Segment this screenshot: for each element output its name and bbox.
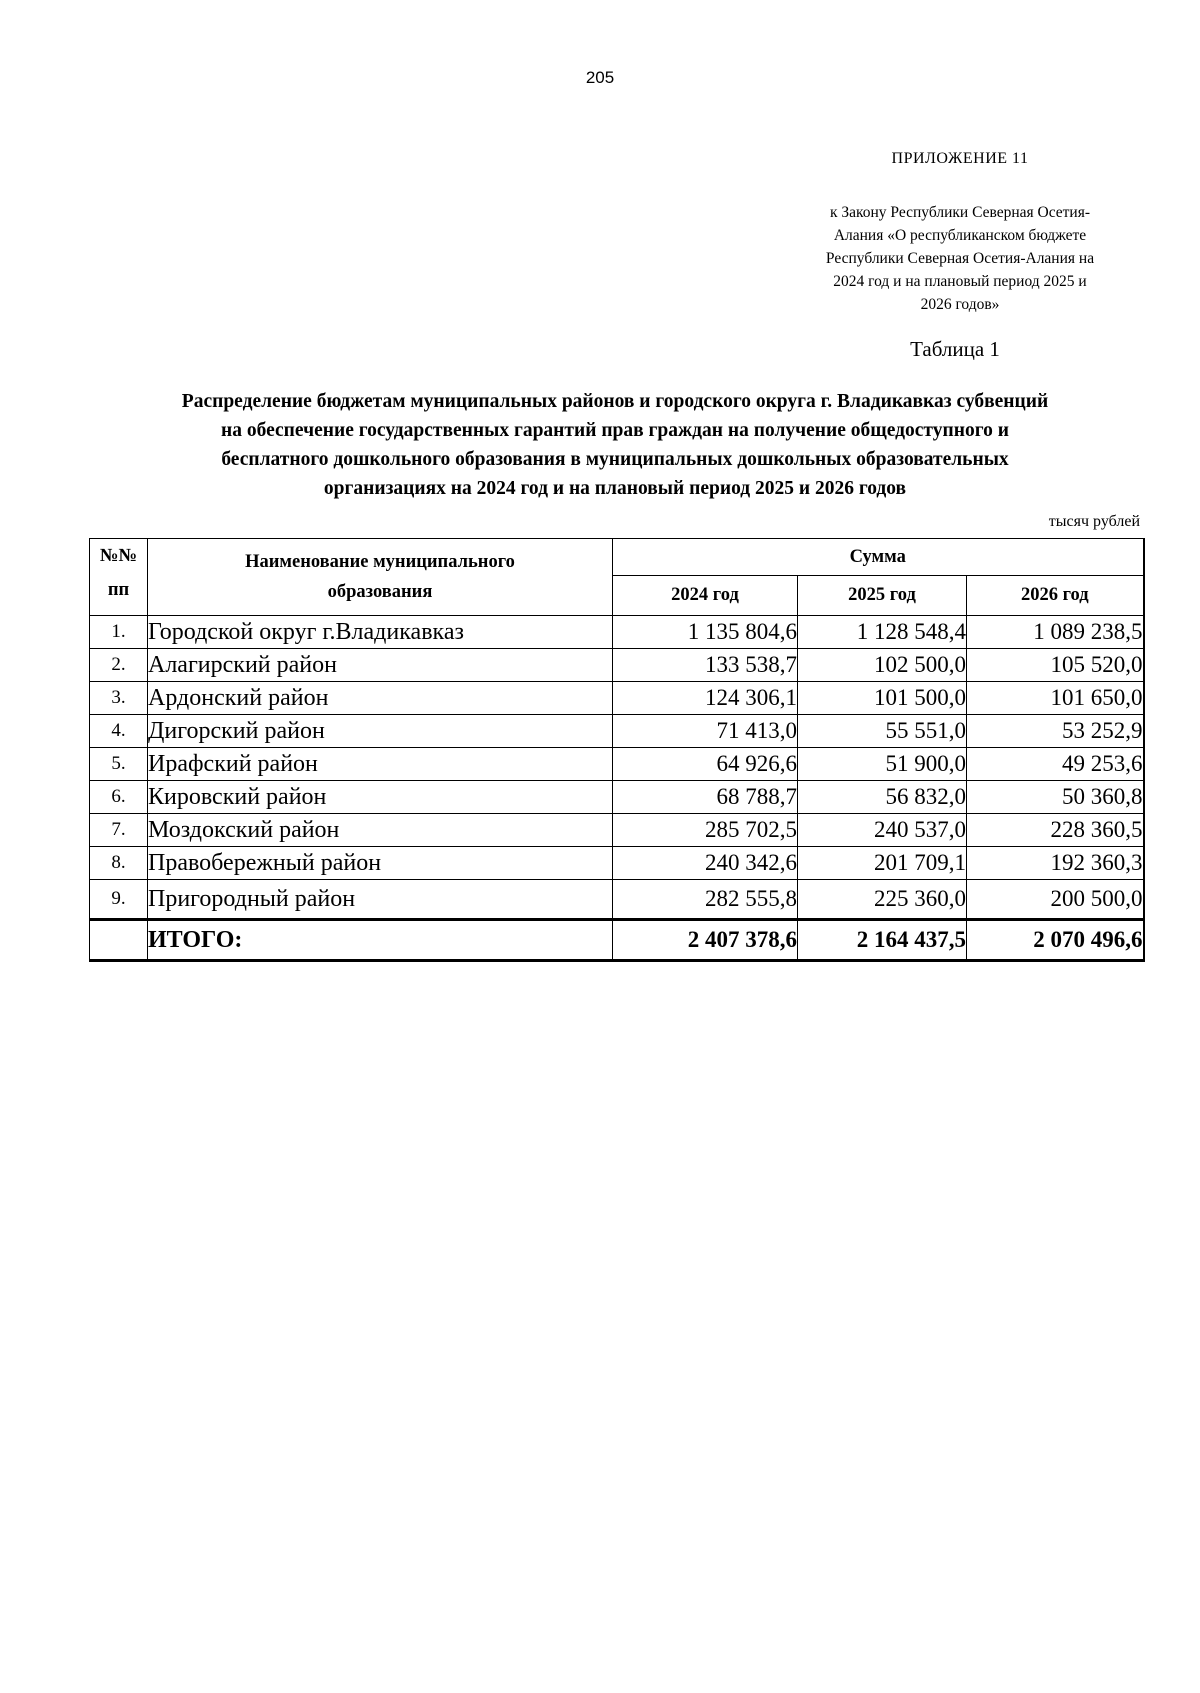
document-title xyxy=(80,387,1150,503)
table-number: Таблица 1 xyxy=(910,337,1000,361)
header-year-2024: 2024 год xyxy=(613,576,798,616)
value-2025: 101 500,0 xyxy=(798,682,967,715)
value-2026: 49 253,6 xyxy=(967,748,1144,781)
law-reference-line: 2024 год и на плановый период 2025 и xyxy=(833,273,1087,290)
header-sum: Сумма xyxy=(613,539,1144,576)
law-reference xyxy=(790,201,1130,316)
total-number-cell xyxy=(90,920,148,961)
law-reference-line: Алания «О республиканском бюджете xyxy=(833,227,1087,244)
value-2026: 50 360,8 xyxy=(967,781,1144,814)
table-row xyxy=(90,649,1144,682)
title-line: на обеспечение государственных гарантий прав граждан на получение общедоступного и xyxy=(221,420,1009,441)
row-number: 1. xyxy=(90,616,148,649)
value-2025: 51 900,0 xyxy=(798,748,967,781)
appendix-label: ПРИЛОЖЕНИЕ 11 xyxy=(891,150,1029,167)
municipality-name: Ирафский район xyxy=(148,748,613,781)
header-year-2025: 2025 год xyxy=(798,576,967,616)
value-2026: 101 650,0 xyxy=(967,682,1144,715)
value-2026: 228 360,5 xyxy=(967,814,1144,847)
row-number: 6. xyxy=(90,781,148,814)
value-2025: 102 500,0 xyxy=(798,649,967,682)
row-number: 4. xyxy=(90,715,148,748)
municipality-name: Пригородный район xyxy=(148,880,613,920)
title-line: бесплатного дошкольного образования в муниципальных дошкольных образовательных xyxy=(221,449,1009,470)
value-2025: 56 832,0 xyxy=(798,781,967,814)
total-label: ИТОГО: xyxy=(148,920,613,961)
table-row xyxy=(90,682,1144,715)
value-2026: 1 089 238,5 xyxy=(967,616,1144,649)
page-number: 205 xyxy=(585,68,615,87)
row-number: 5. xyxy=(90,748,148,781)
municipality-name: Ардонский район xyxy=(148,682,613,715)
header-number xyxy=(90,539,148,616)
value-2024: 240 342,6 xyxy=(613,847,798,880)
row-number: 9. xyxy=(90,880,148,920)
value-2025: 225 360,0 xyxy=(798,880,967,920)
row-number: 2. xyxy=(90,649,148,682)
table-row xyxy=(90,847,1144,880)
header-municipality-line2: образования xyxy=(327,582,433,602)
value-2024: 68 788,7 xyxy=(613,781,798,814)
value-2024: 133 538,7 xyxy=(613,649,798,682)
municipality-name: Дигорский район xyxy=(148,715,613,748)
law-reference-line: Республики Северная Осетия-Алания на xyxy=(825,250,1095,267)
header-municipality-line1: Наименование муниципального xyxy=(245,552,515,572)
table-row xyxy=(90,616,1144,649)
law-reference-line: к Закону Республики Северная Осетия- xyxy=(829,204,1091,221)
value-2024: 124 306,1 xyxy=(613,682,798,715)
header-municipality xyxy=(148,539,613,616)
municipality-name: Городской округ г.Владикавказ xyxy=(148,616,613,649)
value-2026: 192 360,3 xyxy=(967,847,1144,880)
header-number-line2: пп xyxy=(107,580,130,600)
header-number-line1: №№ xyxy=(99,546,138,566)
title-line: Распределение бюджетам муниципальных районов и городского округа г. Владикавказ субвенций xyxy=(181,391,1049,412)
table-row xyxy=(90,748,1144,781)
row-number: 8. xyxy=(90,847,148,880)
municipality-name: Кировский район xyxy=(148,781,613,814)
total-2025: 2 164 437,5 xyxy=(798,920,967,961)
total-2026: 2 070 496,6 xyxy=(967,920,1144,961)
value-2024: 282 555,8 xyxy=(613,880,798,920)
units-label: тысяч рублей xyxy=(1048,513,1140,530)
table-row xyxy=(90,781,1144,814)
municipality-name: Моздокский район xyxy=(148,814,613,847)
header-year-2026: 2026 год xyxy=(967,576,1144,616)
title-line: организациях на 2024 год и на плановый период 2025 и 2026 годов xyxy=(323,478,907,499)
value-2025: 1 128 548,4 xyxy=(798,616,967,649)
budget-table xyxy=(89,538,1145,962)
value-2025: 240 537,0 xyxy=(798,814,967,847)
value-2026: 53 252,9 xyxy=(967,715,1144,748)
table-row xyxy=(90,814,1144,847)
value-2024: 1 135 804,6 xyxy=(613,616,798,649)
value-2024: 64 926,6 xyxy=(613,748,798,781)
value-2025: 201 709,1 xyxy=(798,847,967,880)
total-row xyxy=(90,920,1144,961)
law-reference-line: 2026 годов» xyxy=(920,296,1000,313)
municipality-name: Правобережный район xyxy=(148,847,613,880)
table-row xyxy=(90,880,1144,920)
row-number: 3. xyxy=(90,682,148,715)
total-2024: 2 407 378,6 xyxy=(613,920,798,961)
row-number: 7. xyxy=(90,814,148,847)
value-2026: 105 520,0 xyxy=(967,649,1144,682)
value-2026: 200 500,0 xyxy=(967,880,1144,920)
value-2025: 55 551,0 xyxy=(798,715,967,748)
value-2024: 285 702,5 xyxy=(613,814,798,847)
table-row xyxy=(90,715,1144,748)
value-2024: 71 413,0 xyxy=(613,715,798,748)
municipality-name: Алагирский район xyxy=(148,649,613,682)
